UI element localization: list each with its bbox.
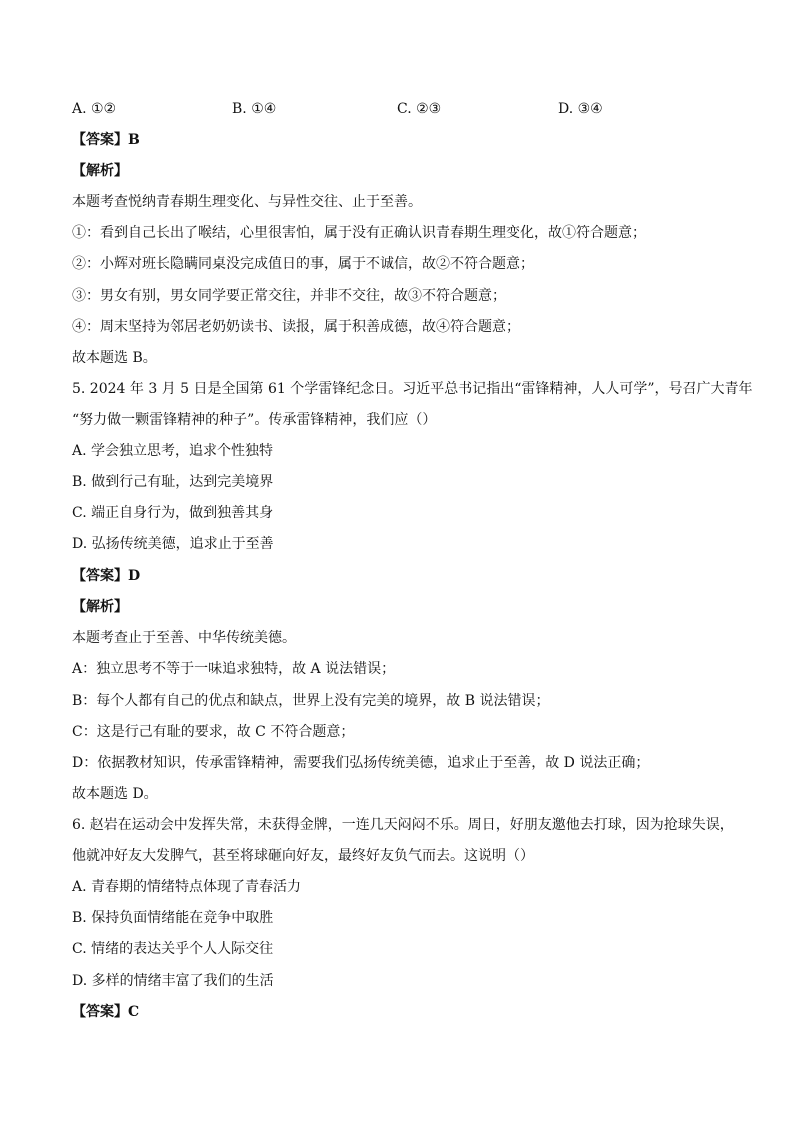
q5-analysis-line: 本题考查止于至善、中华传统美德。 [72, 630, 296, 646]
q4-answer: 【答案】B [72, 132, 140, 148]
q4-option-d: D. ③④ [558, 101, 603, 117]
q4-analysis-line: ③：男女有别，男女同学要正常交往，并非不交往，故③不符合题意； [72, 288, 506, 304]
q5-analysis-line: A：独立思考不等于一味追求独特，故 A 说法错误； [72, 661, 396, 677]
q5-analysis-line: D：依据教材知识，传承雷锋精神，需要我们弘扬传统美德，追求止于至善，故 D 说法正确； [72, 755, 650, 771]
q4-analysis-line: ④：周末坚持为邻居老奶奶读书、读报，属于积善成德，故④符合题意； [72, 319, 520, 335]
q5-option-d: D. 弘扬传统美德，追求止于至善 [72, 536, 274, 552]
q5-stem-line: “努力做一颗雷锋精神的种子”。传承雷锋精神，我们应（） [72, 412, 437, 428]
q4-option-b: B. ①④ [232, 101, 277, 117]
q5-analysis-line: C：这是行己有耻的要求，故 C 不符合题意； [72, 724, 355, 740]
q4-options [72, 98, 732, 120]
q6-option-b: B. 保持负面情绪能在竞争中取胜 [72, 910, 274, 926]
q5-analysis-label: 【解析】 [72, 599, 128, 615]
q4-analysis-line: 故本题选 B。 [72, 350, 157, 366]
q6-option-d: D. 多样的情绪丰富了我们的生活 [72, 973, 274, 989]
q6-option-a: A. 青春期的情绪特点体现了青春活力 [72, 879, 302, 895]
q4-analysis-line: 本题考查悦纳青春期生理变化、与异性交往、止于至善。 [72, 194, 422, 210]
q4-analysis-line: ②：小辉对班长隐瞒同桌没完成值日的事，属于不诚信，故②不符合题意； [72, 256, 534, 272]
q6-answer: 【答案】C [72, 1004, 140, 1020]
q4-option-c: C. ②③ [397, 101, 442, 117]
q6-stem-line: 6. 赵岩在运动会中发挥失常，未获得金牌，一连几天闷闷不乐。周日，好朋友邀他去打球，因为抢球失误， [72, 817, 734, 833]
q5-stem-line: 5. 2024 年 3 月 5 日是全国第 61 个学雷锋纪念日。习近平总书记指出“雷锋精神，人人可学”，号召广大青年 [72, 381, 753, 397]
q6-option-c: C. 情绪的表达关乎个人人际交往 [72, 941, 274, 957]
q5-option-b: B. 做到行己有耻，达到完美境界 [72, 474, 274, 490]
q4-analysis-label: 【解析】 [72, 163, 128, 179]
q5-option-a: A. 学会独立思考，追求个性独特 [72, 443, 274, 459]
q5-option-c: C. 端正自身行为，做到独善其身 [72, 505, 274, 521]
q4-analysis-line: ①：看到自己长出了喉结，心里很害怕，属于没有正确认识青春期生理变化，故①符合题意； [72, 225, 646, 241]
q4-option-a: A. ①② [72, 101, 117, 117]
q5-analysis-line: 故本题选 D。 [72, 786, 158, 802]
q5-analysis-line: B：每个人都有自己的优点和缺点，世界上没有完美的境界，故 B 说法错误； [72, 693, 550, 709]
q5-answer: 【答案】D [72, 568, 141, 584]
q6-stem-line: 他就冲好友大发脾气，甚至将球砸向好友，最终好友负气而去。这说明（） [72, 848, 534, 864]
